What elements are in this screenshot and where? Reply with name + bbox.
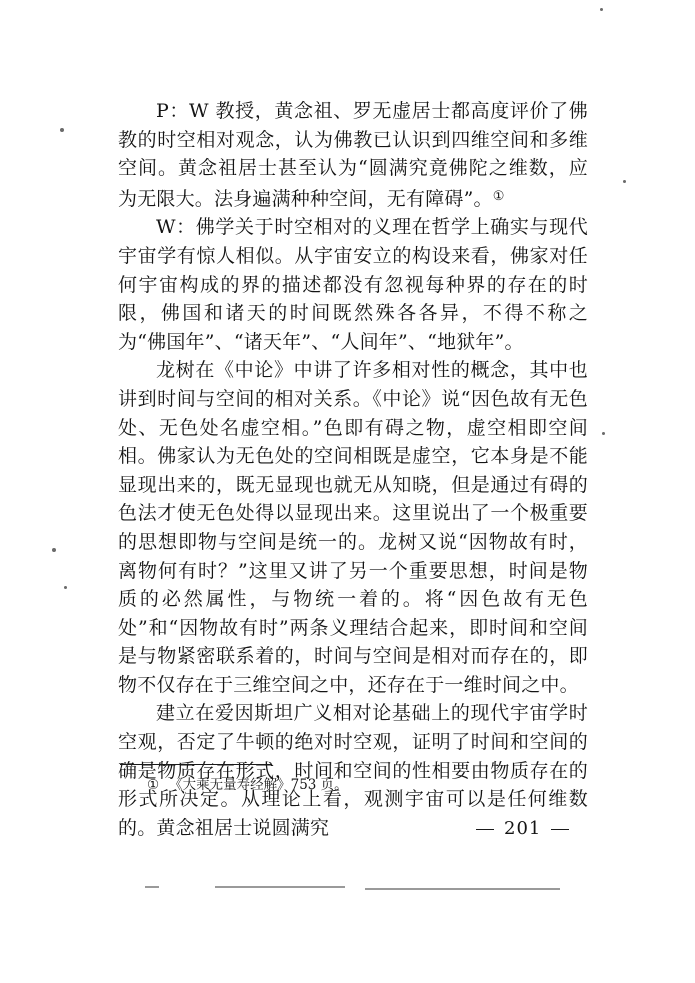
footnote-text: 《大乘无量寿经解》753 页。 [169,777,348,793]
body-text [118,97,588,842]
page-number-dash-left [476,829,494,830]
footnote-mark: ① [147,777,160,793]
scan-speck [623,180,626,183]
scan-speck [600,8,603,11]
footnote-divider [120,764,272,765]
paragraph-2: W：佛学关于时空相对的义理在哲学上确实与现代宇宙学有惊人相似。从宇宙安立的构设来看，佛家对任何宇宙构成的界的描述都没有忽视每种界的存在的时限，佛国和诸天的时间既然殊各各异，不得不称之为“佛国年”、“诸天年”、“人间年”、“地狱年”。 [118,216,588,353]
scan-edge-line [365,888,560,890]
scan-edge-line [145,886,159,888]
scan-edge-line [215,886,345,888]
scan-speck [60,128,64,132]
paragraph-1 [118,97,588,213]
scan-speck [602,432,605,435]
page-number-value: 201 [504,818,542,839]
paragraph-3: 龙树在《中论》中讲了许多相对性的概念，其中也讲到时间与空间的相对关系。《中论》说“因色故有无色处、无色处名虚空相。”色即有碍之物，虚空相即空间相。佛家认为无色处的空间相既是虚空，它本身是不能显现出来的，既无显现也就无从知晓，但是通过有碍的色法才使无色处得以显现出来。这里说出了一个极重要的思想即物与空间是统一的。龙树又说“因物故有时，离物何有时？”这里又讲了另一个重要思想，时间是物质的必然属性，与物统一着的。将“因色故有无色处”和“因物故有时”两条义理结合起来，即时间和空间是与物紧密联系着的，时间与空间是相对而存在的，即物不仅存在于三维空间之中，还存在于一维时间之中。 [118,359,588,696]
page-number [466,818,579,839]
paragraph-1-text: P：W 教授，黄念祖、罗无虚居士都高度评价了佛教的时空相对观念，认为佛教已认识到四维空间和多维空间。黄念祖居士甚至认为“圆满究竟佛陀之维数，应为无限大。法身遍满种种空间，无有障碍”。 [118,100,588,210]
scan-speck [64,586,67,589]
footnote-reference: ① [492,188,505,204]
scan-speck [52,548,56,552]
footnote [147,775,348,795]
page-number-dash-right [551,829,569,830]
paragraph-4: 建立在爱因斯坦广义相对论基础上的现代宇宙学时空观，否定了牛顿的绝对时空观，证明了时间和空间的确是物质存在形式，时间和空间的性相要由物质存在的形式所决定。从理论上看，观测宇宙可以是任何维数的。黄念祖居士说圆满究 [118,702,588,839]
